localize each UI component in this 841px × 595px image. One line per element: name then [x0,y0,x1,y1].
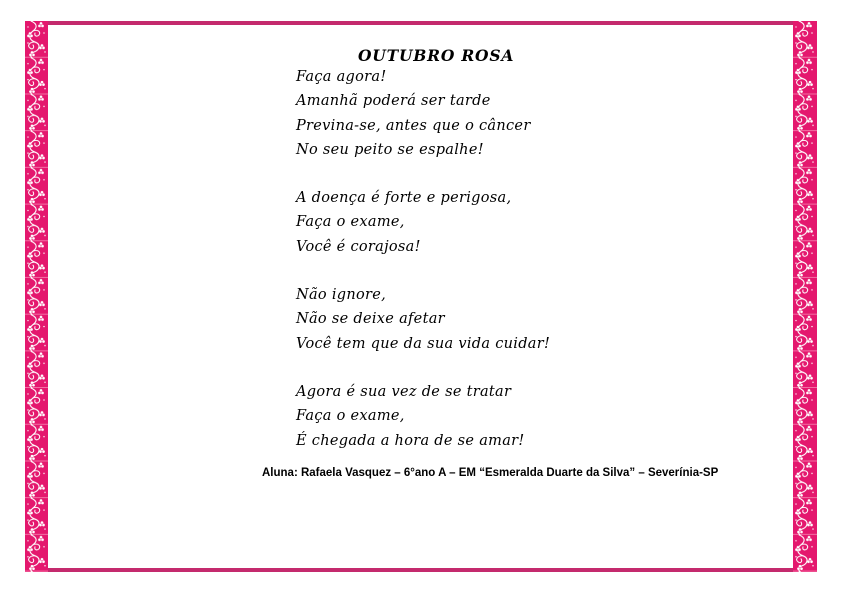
poem-stanza [296,65,550,162]
floral-border-right [793,21,817,572]
poem-stanza [296,380,550,453]
poem-line: No seu peito se espalhe! [296,141,484,158]
poem-line: A doença é forte e perigosa, [296,190,512,207]
attribution-line: Aluna: Rafaela Vasquez – 6°ano A – EM “Esmeralda Duarte da Silva” – Severínia-SP [262,467,719,479]
frame-line-bottom [25,568,817,572]
poem-line: Faça agora! [296,69,387,85]
poem-line: Faça o exame, [296,408,405,425]
poem-line: Agora é sua vez de se tratar [296,383,512,400]
floral-border-left [25,21,48,572]
page-title: OUTUBRO ROSA [358,46,515,65]
floral-vine-icon [793,21,817,572]
poem-line: Não ignore, [296,287,387,304]
poem-line: É chegada a hora de se amar! [296,432,525,449]
poem-body [296,65,550,453]
poem-stanza [296,186,550,259]
floral-vine-icon [25,21,48,572]
poem-line: Você é corajosa! [296,238,421,255]
poem-line: Não se deixe afetar [296,311,445,328]
poem-line: Faça o exame, [296,214,405,231]
poem-line: Você tem que da sua vida cuidar! [296,335,551,352]
frame-line-top [25,21,817,25]
poem-stanza [296,283,550,356]
poem-line: Amanhã poderá ser tarde [296,93,491,110]
poem-line: Previna-se, antes que o câncer [296,117,531,134]
